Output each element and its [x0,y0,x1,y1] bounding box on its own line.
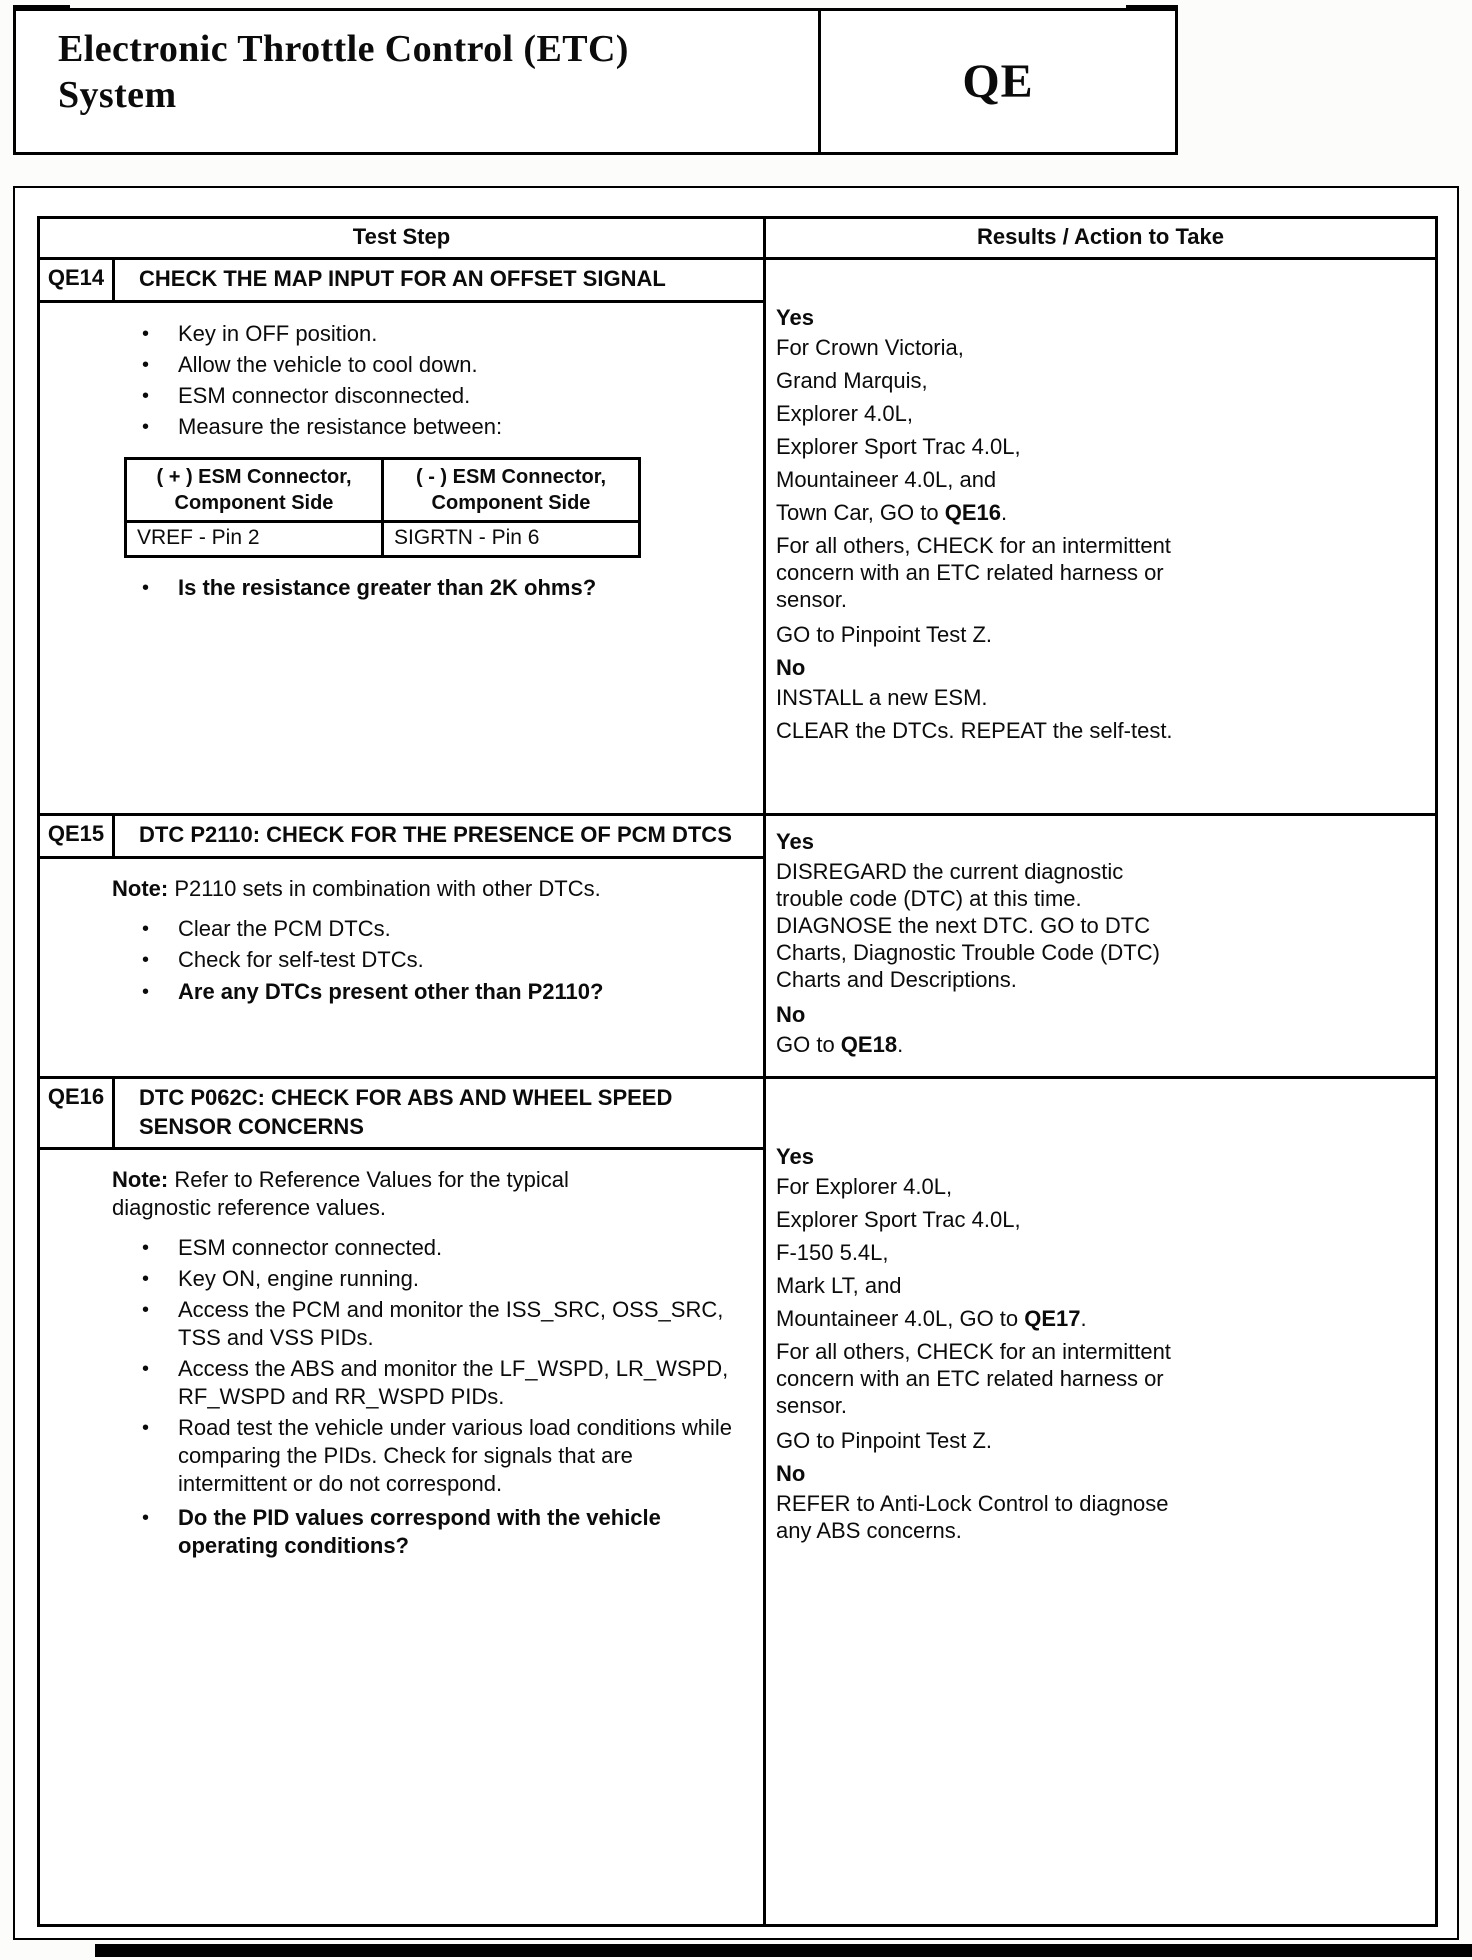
bullet-icon: • [142,917,150,940]
result-line: For Explorer 4.0L, [776,1174,953,1199]
section-code-cell [821,11,1175,152]
step-instructions-qe14 [40,303,763,813]
document-title [58,27,808,118]
instruction-text: Check for self-test DTCs. [178,946,424,972]
bullet-icon: • [142,1268,150,1291]
document-title-cell [16,11,821,152]
result-line: INSTALL a new ESM. [776,685,988,710]
note-label: Note: [112,875,169,901]
test-step-row-qe15 [40,816,1435,1079]
instruction-text: Access the ABS and monitor the LF_WSPD, LR_WSPD, RF_WSPD and RR_WSPD PIDs. [178,1356,729,1410]
document-title-line1: Electronic Throttle Control (ETC) [58,28,629,70]
results-cell-qe15 [766,816,1435,1076]
instruction-text: Measure the resistance between: [178,413,503,439]
instruction-bullet [112,1265,747,1293]
document-header [13,8,1178,155]
question-text: Is the resistance greater than 2K ohms? [178,574,597,600]
instruction-bullet [112,946,747,974]
esm-pin-vref: VREF - Pin 2 [126,521,383,556]
result-line: GO to Pinpoint Test Z. [776,622,993,647]
step-title-qe15: DTC P2110: CHECK FOR THE PRESENCE OF PCM DTCS [139,822,732,847]
step-note [112,1166,657,1222]
result-paragraph: REFER to Anti-Lock Control to diagnose any ABS concerns. [776,1491,1169,1543]
instruction-text: Road test the vehicle under various load conditions while comparing the PIDs. Check for signals that are intermittent or do not correspond. [178,1415,732,1497]
step-instructions-qe15 [40,859,763,1076]
bullet-icon: • [142,322,150,345]
results-cell-qe16 [766,1079,1435,1924]
instruction-bullet [112,1296,747,1352]
bullet-icon: • [142,1299,150,1322]
result-line: For Crown Victoria, [776,335,964,360]
column-header-test-step: Test Step [40,219,766,257]
no-label: No [776,655,806,680]
instruction-text: Key ON, engine running. [178,1266,419,1292]
goto-text: Mountaineer 4.0L, GO to [776,1306,1025,1331]
result-line: GO to Pinpoint Test Z. [776,1428,993,1453]
bullet-icon: • [142,948,150,971]
note-label: Note: [112,1167,169,1193]
bullet-icon: • [142,1507,150,1530]
instruction-text: ESM connector disconnected. [178,382,471,408]
bullet-icon: • [142,415,150,438]
bullet-icon: • [142,1358,150,1381]
result-goto-line [776,499,1176,526]
esm-table-header-row [126,458,640,521]
document-title-line2: System [58,73,177,116]
step-instructions-qe16 [40,1150,763,1924]
esm-header-negative [383,458,640,521]
step-title-qe16: DTC P062C: CHECK FOR ABS AND WHEEL SPEED SENSOR CONCERNS [139,1085,673,1139]
esm-pin-sigrtn: SIGRTN - Pin 6 [383,521,640,556]
instruction-bullet [112,320,747,348]
step-title-strip-qe16 [40,1079,763,1150]
step-question-qe16 [112,1504,747,1560]
result-line: Mark LT, and [776,1273,902,1298]
result-line: Explorer Sport Trac 4.0L, [776,1207,1021,1232]
bullet-icon: • [142,1417,150,1440]
step-note [112,875,747,903]
no-label: No [776,1002,806,1027]
content-frame [13,186,1459,1940]
instruction-bullet [112,915,747,943]
pinpoint-test-table [37,216,1438,1927]
step-title-strip-qe15 [40,816,763,859]
result-line: Explorer Sport Trac 4.0L, [776,434,1021,459]
question-text: Do the PID values correspond with the vehicle operating conditions? [178,1505,661,1559]
table-header-row [40,219,1435,260]
result-line: Grand Marquis, [776,368,928,393]
goto-text: GO to [776,1032,841,1057]
bullet-icon: • [142,353,150,376]
instruction-bullet [112,351,747,379]
esm-header-negative-line1: ( - ) ESM Connector, [416,465,606,488]
no-label: No [776,1461,806,1486]
yes-label: Yes [776,1144,814,1169]
goto-target: QE18 [840,1032,898,1057]
step-title-qe14: CHECK THE MAP INPUT FOR AN OFFSET SIGNAL [139,266,666,291]
bullet-icon: • [142,980,150,1003]
instruction-bullet [112,1234,747,1262]
test-step-row-qe14 [40,260,1435,816]
step-title-strip-qe14 [40,260,763,303]
goto-punct: . [897,1032,904,1057]
instruction-text: Clear the PCM DTCs. [178,915,391,941]
test-step-cell-qe14 [40,260,766,813]
instruction-bullet [112,1355,747,1411]
note-text: Refer to Reference Values for the typical diagnostic reference values. [112,1167,569,1221]
esm-header-positive-line2: Component Side [174,491,334,514]
step-question-qe15 [112,978,747,1006]
instruction-bullet [112,382,747,410]
results-content [776,828,1176,1058]
results-content [776,1143,1176,1544]
instruction-bullet [112,413,747,441]
scan-artifact [95,1944,1472,1957]
results-cell-qe14 [766,260,1435,813]
result-paragraph: DISREGARD the current diagnostic trouble code (DTC) at this time. DIAGNOSE the next DTC. GO to DTC Charts, Diagnostic Trouble Code (DTC) Charts and Descriptions. [776,859,1160,992]
test-step-cell-qe16 [40,1079,766,1924]
goto-target: QE16 [944,500,1001,525]
result-line: Explorer 4.0L, [776,401,913,426]
esm-header-negative-line2: Component Side [431,491,591,514]
instruction-text: Allow the vehicle to cool down. [178,351,478,377]
column-header-results: Results / Action to Take [977,224,1224,249]
goto-punct: . [1080,1306,1087,1331]
result-line: F-150 5.4L, [776,1240,889,1265]
results-content [776,304,1176,744]
result-paragraph: CLEAR the DTCs. REPEAT the self-test. [776,718,1173,743]
result-goto-line [776,1031,1176,1058]
section-code: QE [962,55,1034,108]
bullet-icon: • [142,576,150,599]
step-id-qe15: QE15 [40,816,115,856]
result-goto-line [776,1305,1176,1332]
goto-text: Town Car, GO to [776,500,945,525]
step-id-qe14: QE14 [40,260,115,300]
instruction-text: ESM connector connected. [178,1235,443,1261]
esm-header-positive [126,458,383,521]
esm-connector-table [124,457,641,558]
goto-target: QE17 [1024,1306,1081,1331]
result-paragraph: For all others, CHECK for an intermittent concern with an ETC related harness or sensor. [776,1339,1171,1418]
yes-label: Yes [776,829,814,854]
step-id-qe16: QE16 [40,1079,115,1147]
step-question-qe14 [112,574,747,602]
bullet-icon: • [142,1237,150,1260]
esm-header-positive-line1: ( + ) ESM Connector, [156,465,352,488]
test-step-cell-qe15 [40,816,766,1076]
question-text: Are any DTCs present other than P2110? [178,978,604,1004]
instruction-text: Key in OFF position. [178,320,378,346]
esm-table-data-row [126,521,640,556]
note-text: P2110 sets in combination with other DTCs. [174,875,601,901]
yes-label: Yes [776,305,814,330]
instruction-bullet [112,1414,747,1498]
goto-punct: . [1001,500,1008,525]
bullet-icon: • [142,384,150,407]
result-line: Mountaineer 4.0L, and [776,467,997,492]
instruction-text: Access the PCM and monitor the ISS_SRC, OSS_SRC, TSS and VSS PIDs. [178,1297,724,1351]
test-step-row-qe16 [40,1079,1435,1924]
result-paragraph: For all others, CHECK for an intermittent concern with an ETC related harness or sensor. [776,533,1171,612]
